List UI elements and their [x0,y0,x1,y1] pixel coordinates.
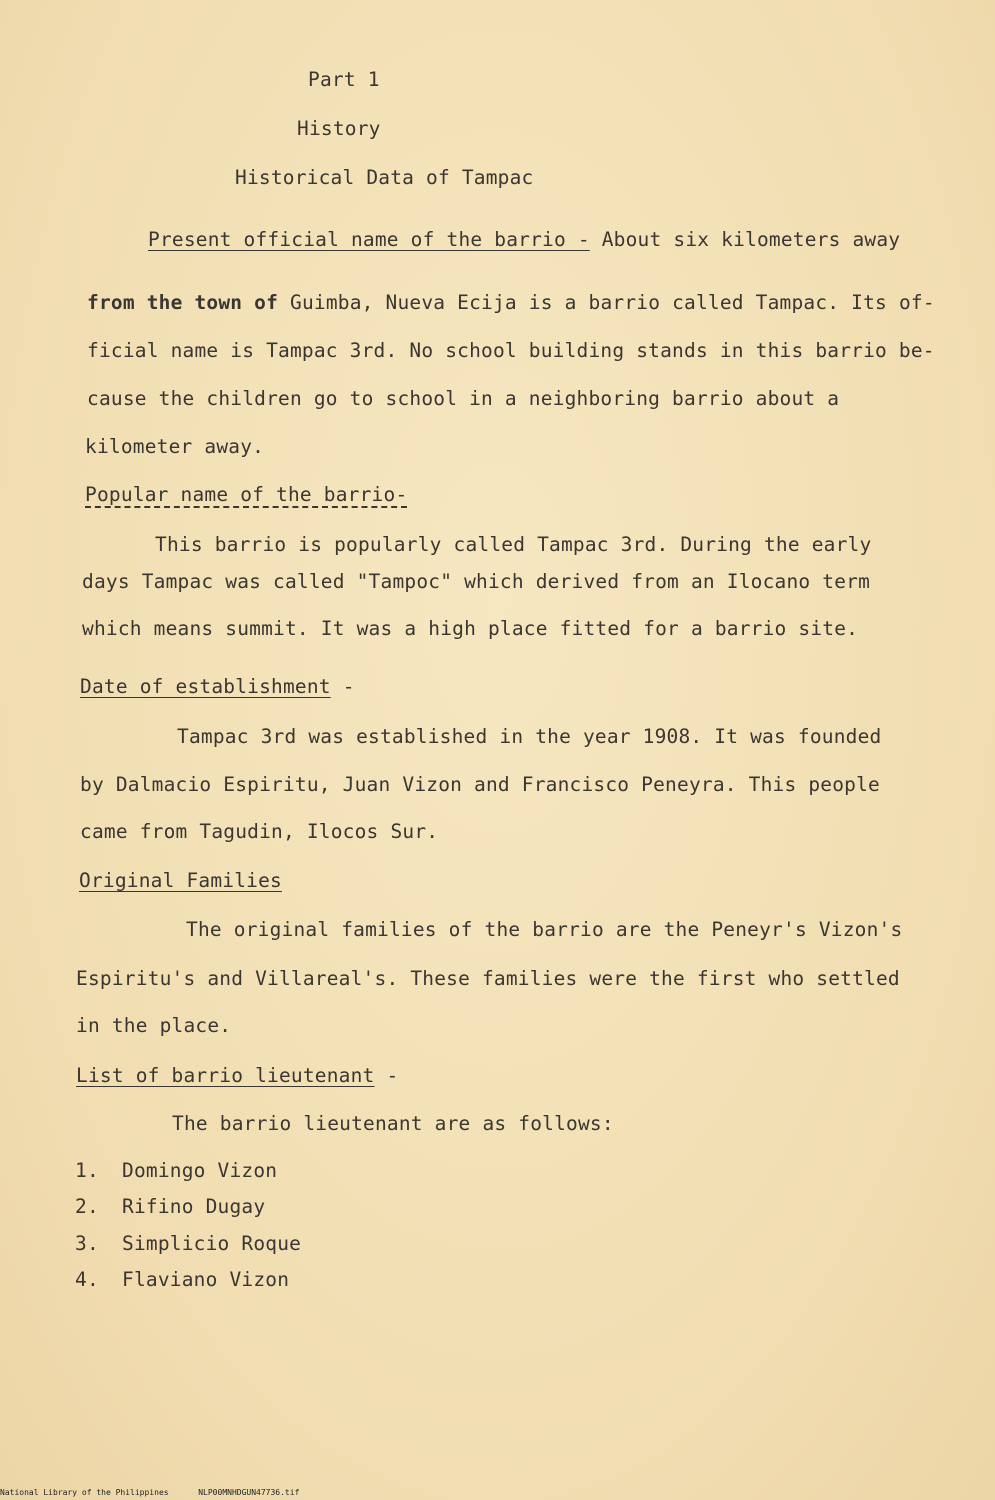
popular-name-line-2: days Tampac was called "Tampoc" which derived from an Ilocano term [82,570,871,593]
official-name-text-2b: Guimba, Nueva Ecija is a barrio called Tampac. Its of- [290,291,935,314]
lieutenants-heading-line [76,1064,398,1088]
list-item-number: 1. [75,1159,99,1182]
footer-file: NLP00MNHDGUN47736.tif [198,1488,300,1497]
establishment-heading-suffix: - [330,675,355,698]
list-item-number: 2. [75,1195,99,1218]
list-item-name: Domingo Vizon [122,1159,278,1182]
families-line-2: Espiritu's and Villareal's. These families were the first who settled [76,967,900,990]
list-item-number: 4. [75,1268,99,1291]
list-item-name: Rifino Dugay [122,1195,266,1218]
popular-name-heading: Popular name of the barrio- [85,483,408,506]
lieutenants-heading-suffix: - [374,1064,399,1087]
popular-name-line-3: which means summit. It was a high place fitted for a barrio site. [82,617,859,640]
list-item [75,1195,266,1219]
establishment-line-3: came from Tagudin, Ilocos Sur. [80,820,439,843]
establishment-heading: Date of establishment [80,675,331,698]
families-line-3: in the place. [76,1014,232,1037]
lieutenants-intro: The barrio lieutenant are as follows: [172,1112,614,1135]
list-item-number: 3. [75,1232,99,1255]
establishment-heading-line [80,675,355,699]
section-title: History [297,117,381,140]
official-name-line-5: kilometer away. [85,435,265,458]
footer-library: National Library of the Philippines [0,1488,169,1497]
list-item-name: Flaviano Vizon [122,1268,290,1291]
part-label: Part 1 [308,68,380,91]
list-item-name: Simplicio Roque [122,1232,302,1255]
popular-name-line-1: This barrio is popularly called Tampac 3rd. During the early [155,533,872,556]
document-title: Historical Data of Tampac [235,166,534,189]
official-name-text-2a: from the town of [87,291,279,314]
list-item [75,1268,290,1292]
official-name-line-1 [148,228,900,252]
families-line-1: The original families of the barrio are the Peneyr's Vizon's [186,918,903,941]
families-heading: Original Families [79,869,282,892]
official-name-line-3: ficial name is Tampac 3rd. No school building stands in this barrio be- [87,339,935,362]
list-item [75,1159,278,1183]
official-name-line-2 [87,291,935,315]
official-name-text-1: About six kilometers away [601,228,901,251]
list-item [75,1232,302,1256]
official-name-line-4: cause the children go to school in a neighboring barrio about a [87,387,840,410]
establishment-line-1: Tampac 3rd was established in the year 1908. It was founded [177,725,882,748]
lieutenants-heading: List of barrio lieutenant [76,1064,375,1087]
scan-footer [0,1488,299,1498]
official-name-heading: Present official name of the barrio - [148,228,590,251]
establishment-line-2: by Dalmacio Espiritu, Juan Vizon and Francisco Peneyra. This people [80,773,880,796]
